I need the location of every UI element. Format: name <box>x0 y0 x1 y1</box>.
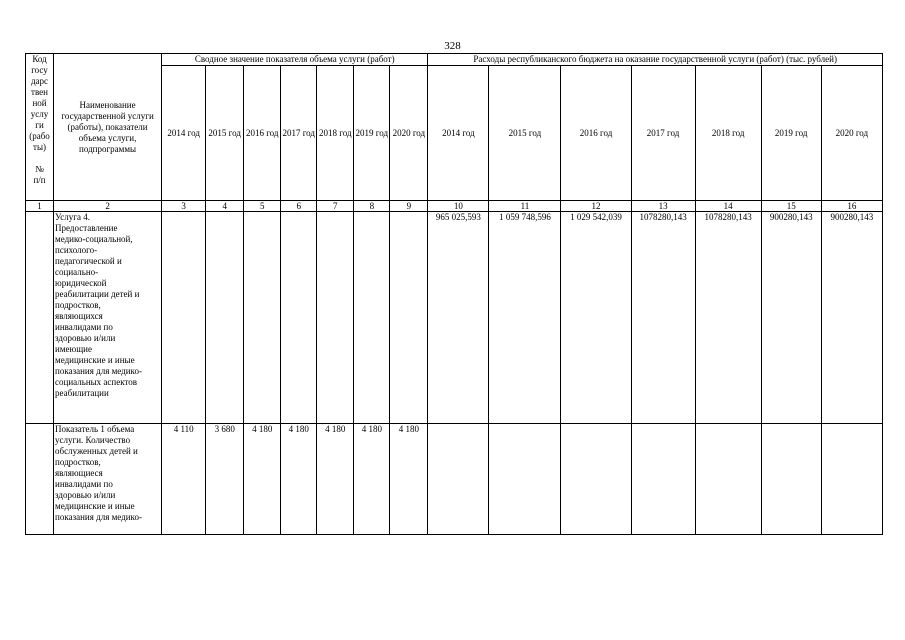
page-number: 328 <box>444 40 461 52</box>
table-row <box>26 212 883 424</box>
budget-table <box>25 53 883 535</box>
column-number: 11 <box>489 201 561 212</box>
column-number: 4 <box>206 201 244 212</box>
expense-cell: 900280,143 <box>761 212 821 424</box>
name-column-header: Наименование государственной услуги (работы), показатели объема услуги, подпрограммы <box>54 54 162 201</box>
expense-year-header: 2014 год <box>428 66 489 201</box>
column-number: 13 <box>631 201 695 212</box>
expense-cell: 1078280,143 <box>631 212 695 424</box>
volume-year-header: 2015 год <box>206 66 244 201</box>
column-number: 8 <box>354 201 390 212</box>
column-number: 7 <box>317 201 354 212</box>
volume-cell: 3 680 <box>206 424 244 535</box>
volume-year-header: 2020 год <box>390 66 428 201</box>
column-number: 15 <box>761 201 821 212</box>
column-number: 6 <box>281 201 317 212</box>
expense-cell <box>695 424 761 535</box>
row-code <box>26 424 54 535</box>
table-row <box>26 424 883 535</box>
volume-cell <box>281 212 317 424</box>
volume-cell <box>390 212 428 424</box>
expense-cell <box>428 424 489 535</box>
expense-year-header: 2018 год <box>695 66 761 201</box>
volume-year-header: 2017 год <box>281 66 317 201</box>
expense-cell <box>489 424 561 535</box>
column-number: 12 <box>561 201 631 212</box>
volume-cell <box>244 212 281 424</box>
volume-year-header: 2016 год <box>244 66 281 201</box>
expense-cell <box>561 424 631 535</box>
column-number: 3 <box>162 201 206 212</box>
volume-cell <box>162 212 206 424</box>
row-name: Показатель 1 объема услуги. Количество обслуженных детей и подростков, являющиеся инвалидами по здоровью и/или медицинские и иные показания для медико- <box>54 424 162 535</box>
code-column-header: Код госу дарс твен ной услу ги (рабо ты) № п/п <box>26 54 54 201</box>
volume-cell <box>206 212 244 424</box>
expense-year-header: 2017 год <box>631 66 695 201</box>
expenses-group-header: Расходы республиканского бюджета на оказание государственной услуги (работ) (тыс. рублей) <box>428 54 883 66</box>
volume-group-header: Сводное значение показателя объема услуги (работ) <box>162 54 428 66</box>
expense-cell: 1 029 542,039 <box>561 212 631 424</box>
volume-cell: 4 180 <box>390 424 428 535</box>
volume-cell: 4 110 <box>162 424 206 535</box>
volume-cell <box>354 212 390 424</box>
column-number: 9 <box>390 201 428 212</box>
expense-year-header: 2019 год <box>761 66 821 201</box>
expense-cell: 1 059 748,596 <box>489 212 561 424</box>
expense-year-header: 2020 год <box>821 66 882 201</box>
volume-cell: 4 180 <box>354 424 390 535</box>
expense-cell <box>631 424 695 535</box>
volume-cell: 4 180 <box>317 424 354 535</box>
expense-year-header: 2016 год <box>561 66 631 201</box>
column-number: 5 <box>244 201 281 212</box>
row-code <box>26 212 54 424</box>
volume-year-header: 2014 год <box>162 66 206 201</box>
column-number: 1 <box>26 201 54 212</box>
column-number: 2 <box>54 201 162 212</box>
column-number: 16 <box>821 201 882 212</box>
volume-year-header: 2019 год <box>354 66 390 201</box>
column-numbers-row <box>26 201 883 212</box>
expense-cell <box>761 424 821 535</box>
expense-year-header: 2015 год <box>489 66 561 201</box>
row-name: Услуга 4. Предоставление медико-социальной, психолого- педагогической и социально- юридической реабилитации детей и подростков, являющихся инвалидами по здоровью и/или имеющие медицинские и иные показания для медико- социальных аспектов реабилитации <box>54 212 162 424</box>
volume-cell: 4 180 <box>244 424 281 535</box>
expense-cell: 1078280,143 <box>695 212 761 424</box>
expense-cell <box>821 424 882 535</box>
volume-cell: 4 180 <box>281 424 317 535</box>
column-number: 14 <box>695 201 761 212</box>
volume-cell <box>317 212 354 424</box>
volume-year-header: 2018 год <box>317 66 354 201</box>
expense-cell: 900280,143 <box>821 212 882 424</box>
expense-cell: 965 025,593 <box>428 212 489 424</box>
column-number: 10 <box>428 201 489 212</box>
